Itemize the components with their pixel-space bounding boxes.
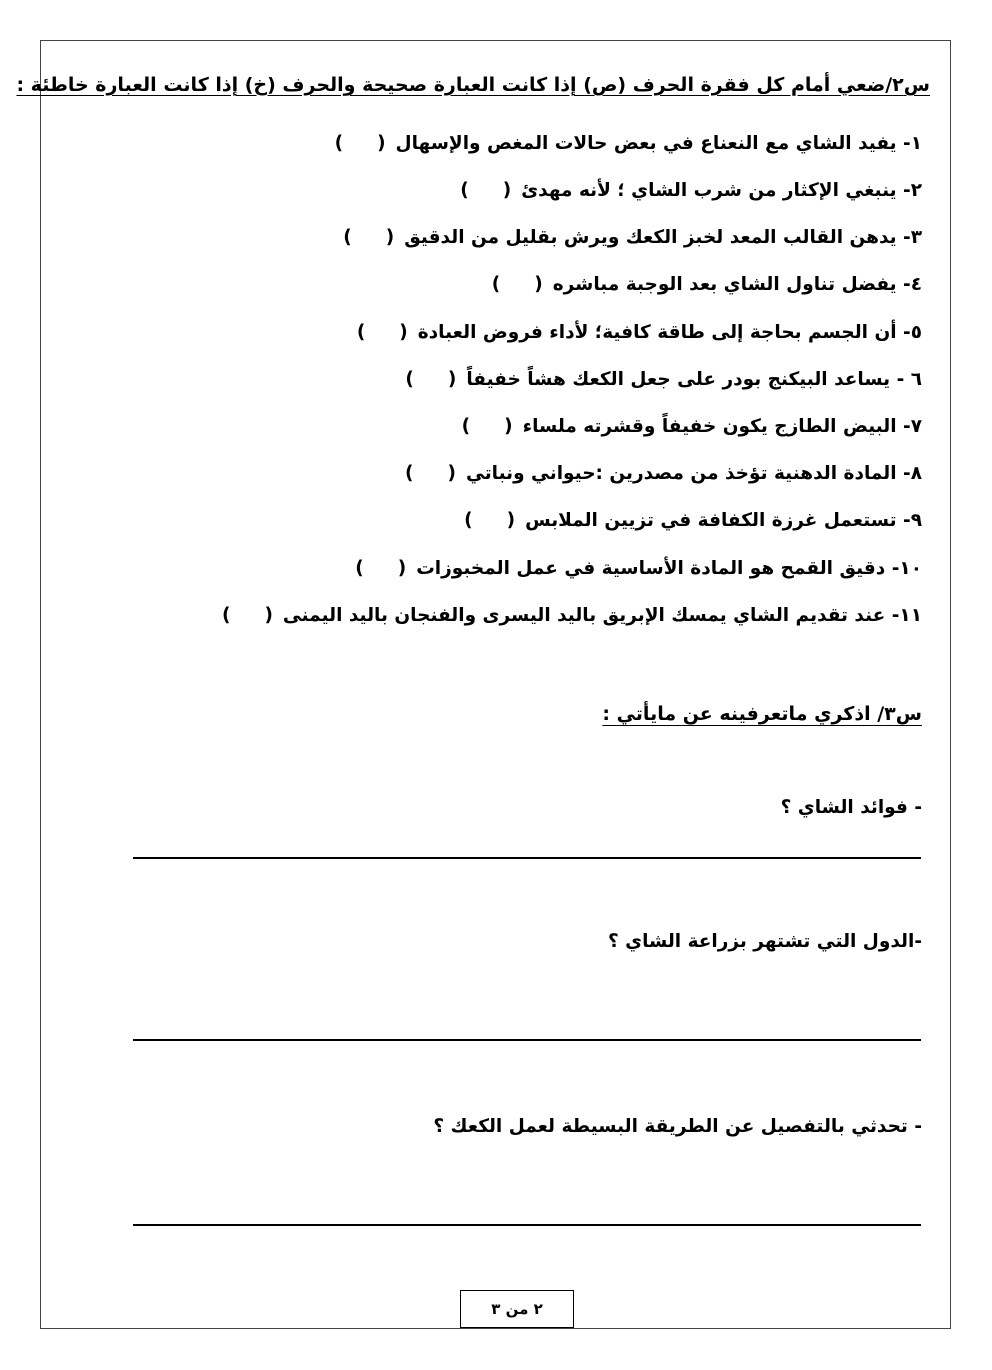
question-2-item-3 (343, 227, 922, 248)
question-2-item-2 (460, 180, 922, 201)
answer-line-tea-benefits[interactable] (133, 857, 921, 859)
item-text: ١١- عند تقديم الشاي يمسك الإبريق باليد اليسرى والفنجان باليد اليمنى (282, 605, 922, 626)
item-text: ٩- تستعمل غرزة الكفافة في تزيين الملابس (525, 510, 922, 531)
question-2-item-7 (462, 416, 922, 437)
question-2-item-1 (335, 133, 922, 154)
answer-parentheses[interactable]: () (460, 180, 512, 201)
prompt-tea-countries: -الدول التي تشتهر بزراعة الشاي ؟ (607, 931, 922, 952)
item-text: ٥- أن الجسم بحاجة إلى طاقة كافية؛ لأداء فروض العبادة (417, 322, 922, 343)
question-2-item-8 (405, 463, 922, 484)
question-2-item-5 (357, 322, 922, 343)
question-2-heading: س٢/ضعي أمام كل فقرة الحرف (ص) إذا كانت العبارة صحيحة والحرف (خ) إذا كانت العبارة خاطئة : (16, 74, 930, 96)
prompt-tea-benefits: - فوائد الشاي ؟ (780, 797, 922, 818)
answer-parentheses[interactable]: () (343, 227, 395, 248)
answer-parentheses[interactable]: () (461, 416, 513, 437)
answer-line-cake-method[interactable] (133, 1224, 921, 1226)
prompt-cake-method: - تحدثي بالتفصيل عن الطريقة البسيطة لعمل الكعك ؟ (433, 1116, 922, 1137)
item-text: ٨- المادة الدهنية تؤخذ من مصدرين :حيواني ونباتي (465, 463, 922, 484)
question-2-item-11 (222, 605, 922, 626)
question-2-item-4 (492, 274, 922, 295)
answer-parentheses[interactable]: () (405, 369, 457, 390)
item-text: ٦ - يساعد البيكنج بودر على جعل الكعك هشاً خفيفاً (466, 369, 922, 390)
item-text: ٧- البيض الطازج يكون خفيفاً وقشرته ملساء (522, 416, 922, 437)
answer-parentheses[interactable]: () (221, 605, 273, 626)
answer-parentheses[interactable]: () (334, 133, 386, 154)
answer-parentheses[interactable]: () (405, 463, 456, 484)
item-text: ٤- يفضل تناول الشاي بعد الوجبة مباشره (552, 274, 922, 295)
item-text: ١٠- دقيق القمح هو المادة الأساسية في عمل المخبوزات (416, 558, 922, 579)
answer-parentheses[interactable]: () (355, 558, 407, 579)
item-text: ١- يفيد الشاي مع النعناع في بعض حالات المغص والإسهال (395, 133, 922, 154)
question-2-item-9 (464, 510, 922, 531)
answer-parentheses[interactable]: () (356, 322, 408, 343)
question-2-item-10 (355, 558, 922, 579)
question-3-heading: س٣/ اذكري ماتعرفينه عن مايأتي : (602, 703, 922, 725)
item-text: ٣- يدهن القالب المعد لخبز الكعك ويرش بقليل من الدقيق (404, 227, 922, 248)
answer-line-tea-countries[interactable] (133, 1039, 921, 1041)
page-number: ٢ من ٣ (460, 1290, 574, 1328)
item-text: ٢- ينبغي الإكثار من شرب الشاي ؛ لأنه مهدئ (521, 180, 922, 201)
answer-parentheses[interactable]: () (464, 510, 516, 531)
question-2-item-6 (405, 369, 922, 390)
answer-parentheses[interactable]: () (491, 274, 543, 295)
